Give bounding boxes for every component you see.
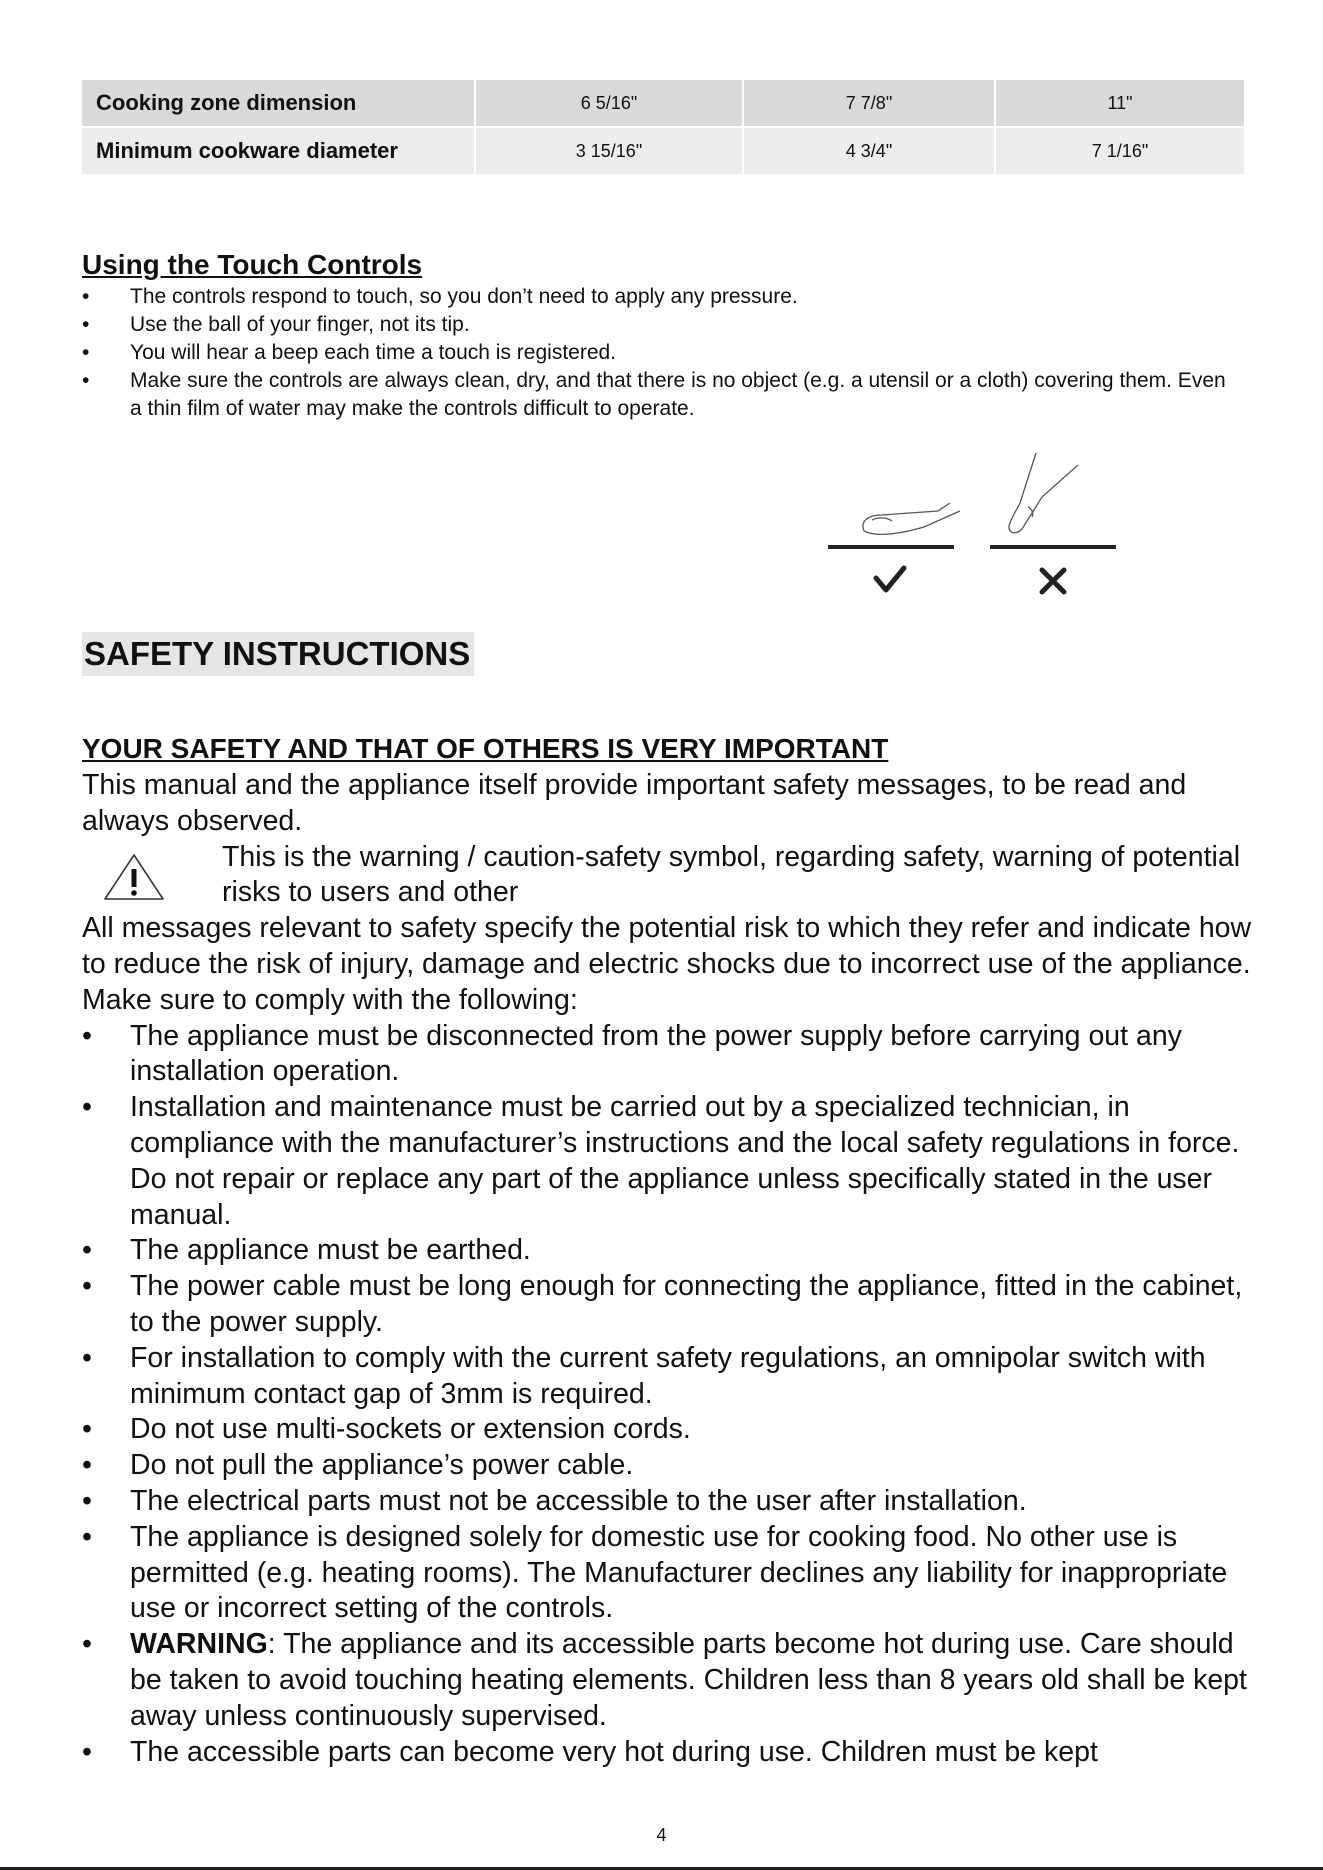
- warning-symbol-note: [82, 840, 1252, 912]
- list-item: • The appliance must be disconnected from the power supply before carrying out any installation operation.: [82, 1019, 1252, 1091]
- list-item: • Installation and maintenance must be carried out by a specialized technician, in compliance with the manufacturer’s instructions and the local safety regulations in force. Do not repair or replace any part of the appliance unless specifically stated in the user manual.: [82, 1090, 1252, 1233]
- table-cell: 6 5/16": [475, 80, 743, 127]
- warning-symbol-text: This is the warning / caution-safety symbol, regarding safety, warning of potential risks to users and other: [222, 840, 1241, 909]
- table-cell: 7 7/8": [743, 80, 995, 127]
- cross-icon: [1042, 570, 1064, 592]
- safety-intro: This manual and the appliance itself provide important safety messages, to be read and always observed.: [82, 769, 1187, 837]
- safety-list: [82, 1019, 1252, 1771]
- finger-ball-illustration: [863, 503, 960, 534]
- list-item: • The controls respond to touch, so you don’t need to apply any pressure.: [82, 283, 1242, 311]
- cookware-dimension-table: [82, 80, 1246, 176]
- list-item: • Use the ball of your finger, not its tip.: [82, 311, 1242, 339]
- list-item: • The appliance is designed solely for domestic use for cooking food. No other use is permitted (e.g. heating rooms). The Manufacturer declines any liability for inappropriate use or incorrect setting of the controls.: [82, 1520, 1252, 1627]
- list-item: • The power cable must be long enough for connecting the appliance, fitted in the cabinet, to the power supply.: [82, 1269, 1252, 1341]
- touch-technique-illustration: [820, 445, 1120, 605]
- section-heading-safety-instructions: SAFETY INSTRUCTIONS: [82, 632, 474, 676]
- list-item: • Do not use multi-sockets or extension cords.: [82, 1412, 1252, 1448]
- check-icon: [876, 568, 904, 590]
- table-row: [82, 127, 1245, 175]
- list-item: • The accessible parts can become very hot during use. Children must be kept: [82, 1735, 1252, 1771]
- finger-tip-illustration: [1009, 453, 1078, 533]
- row-label: Cooking zone dimension: [82, 80, 475, 127]
- page-number: 4: [656, 1825, 667, 1845]
- list-item: • Do not pull the appliance’s power cable.: [82, 1448, 1252, 1484]
- list-item: • Make sure the controls are always clean, dry, and that there is no object (e.g. a utensil or a cloth) covering them. Even a thin film of water may make the controls difficult to operate.: [82, 367, 1242, 423]
- table-row: [82, 80, 1245, 127]
- list-item: • The electrical parts must not be accessible to the user after installation.: [82, 1484, 1252, 1520]
- list-item: • The appliance must be earthed.: [82, 1233, 1252, 1269]
- list-item: • For installation to comply with the current safety regulations, an omnipolar switch with minimum contact gap of 3mm is required.: [82, 1341, 1252, 1413]
- warning-triangle-icon: [102, 852, 166, 902]
- list-item: • You will hear a beep each time a touch is registered.: [82, 339, 1242, 367]
- touch-controls-list: [82, 283, 1242, 423]
- safety-subheading: YOUR SAFETY AND THAT OF OTHERS IS VERY IMPORTANT: [82, 733, 889, 764]
- section-heading-touch-controls: Using the Touch Controls: [82, 249, 423, 280]
- warning-label: WARNING: [130, 1628, 268, 1661]
- warning-text: : The appliance and its accessible parts become hot during use. Care should be taken to avoid touching heating elements. Children less than 8 years old shall be kept away unless continuously supervised.: [130, 1628, 1247, 1732]
- table-cell: 4 3/4": [743, 127, 995, 175]
- table-cell: 7 1/16": [995, 127, 1245, 175]
- table-cell: 3 15/16": [475, 127, 743, 175]
- safety-messages-text: All messages relevant to safety specify the potential risk to which they refer and indicate how to reduce the risk of injury, damage and electric shocks due to incorrect use of the appliance. Make sure to comply with the following:: [82, 912, 1252, 1016]
- safety-body: [82, 768, 1252, 1770]
- list-item-warning: [82, 1627, 1252, 1734]
- row-label: Minimum cookware diameter: [82, 127, 475, 175]
- table-cell: 11": [995, 80, 1245, 127]
